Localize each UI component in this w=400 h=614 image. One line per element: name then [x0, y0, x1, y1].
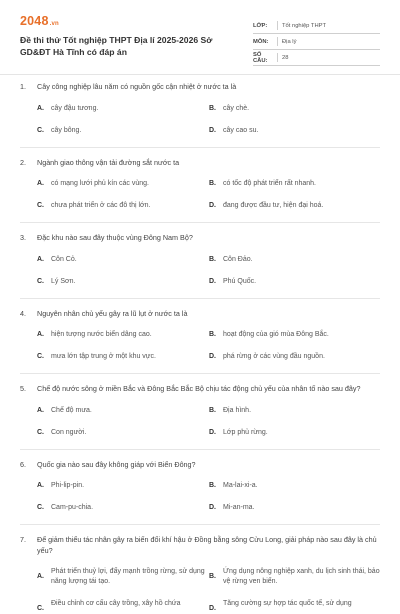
- meta-subject-row: [253, 34, 380, 50]
- option-text: Tăng cường sự hợp tác quốc tế, sử dụng: [223, 600, 352, 607]
- question-divider: [20, 222, 380, 223]
- option-letter: C.: [37, 605, 44, 612]
- option-letter: B.: [209, 406, 216, 414]
- answer-options: [20, 406, 380, 438]
- option-letter: D.: [209, 202, 216, 209]
- option-c[interactable]: [37, 599, 209, 612]
- option-text: Côn Cỏ.: [51, 255, 77, 263]
- option-letter: A.: [37, 104, 44, 112]
- question-number: 1.: [20, 82, 26, 91]
- meta-key: SỐ CÂU:: [253, 51, 268, 64]
- option-text: Ma-lai-xi-a.: [223, 482, 258, 489]
- question-divider: [20, 524, 380, 525]
- logo-suffix: .vn: [49, 21, 59, 27]
- option-letter: D.: [209, 605, 216, 612]
- question-stem: Để giảm thiểu tác nhân gây ra biến đổi khí hậu ở Đồng bằng sông Cửu Long, giải pháp nào sau đây là chủ yếu?: [37, 535, 377, 555]
- option-text: Côn Đảo.: [223, 255, 253, 263]
- option-text: Mi-an-ma.: [223, 504, 255, 511]
- option-letter: B.: [209, 104, 216, 112]
- answer-options: [20, 481, 380, 513]
- option-d[interactable]: [209, 428, 381, 438]
- option-text: phá rừng ở các vùng đầu nguồn.: [223, 353, 325, 360]
- option-letter: A.: [37, 406, 44, 414]
- option-b[interactable]: [209, 330, 381, 340]
- option-text: Điều chỉnh cơ cấu cây trồng, xây hồ chứa: [51, 600, 181, 607]
- exam-header: [20, 14, 380, 64]
- option-text: hiện tượng nước biển dâng cao.: [51, 331, 152, 338]
- option-text: đang được đầu tư, hiện đại hoá.: [223, 202, 324, 209]
- meta-class-row: [253, 18, 380, 34]
- option-letter: D.: [209, 428, 216, 436]
- option-a[interactable]: [37, 567, 209, 587]
- option-letter: B.: [209, 482, 216, 489]
- answer-options: [20, 255, 380, 287]
- site-logo[interactable]: [20, 14, 59, 28]
- question-number: 6.: [20, 459, 26, 469]
- question-stem: Nguyên nhân chủ yếu gây ra lũ lụt ở nước ta là: [37, 308, 188, 318]
- meta-value: Tốt nghiệp THPT: [282, 22, 327, 29]
- question-number: 5.: [20, 384, 26, 393]
- option-b[interactable]: [209, 567, 381, 587]
- option-text: Lý Sơn.: [51, 277, 76, 285]
- question-list: [20, 82, 380, 612]
- option-d[interactable]: [209, 352, 381, 362]
- option-b[interactable]: [209, 255, 381, 265]
- option-text: Chế độ mưa.: [51, 406, 92, 414]
- option-letter: B.: [209, 180, 216, 187]
- question-text: [20, 309, 380, 320]
- question-text: [20, 460, 380, 471]
- option-letter: C.: [37, 428, 44, 436]
- question-number: 2.: [20, 157, 26, 167]
- option-text: hoạt động của gió mùa Đông Bắc.: [223, 331, 329, 338]
- option-text: Phú Quốc.: [223, 277, 257, 285]
- option-text: cây cao su.: [223, 126, 259, 134]
- option-text: mưa lớn tập trung ở một khu vực.: [51, 353, 156, 360]
- option-d[interactable]: [209, 277, 381, 287]
- option-c[interactable]: [37, 126, 209, 136]
- question-number: 4.: [20, 308, 26, 318]
- option-c[interactable]: [37, 277, 209, 287]
- option-d[interactable]: [209, 503, 381, 513]
- question-number: 3.: [20, 233, 26, 242]
- meta-value: Địa lý: [282, 38, 297, 45]
- option-b[interactable]: [209, 406, 381, 416]
- option-letter: A.: [37, 331, 44, 338]
- option-b[interactable]: [209, 481, 381, 491]
- option-text: có tốc độ phát triển rất nhanh.: [223, 180, 317, 187]
- question-text: [20, 535, 380, 556]
- option-a[interactable]: [37, 179, 209, 189]
- option-text: cây đậu tương.: [51, 104, 99, 112]
- option-text: cây chè.: [223, 104, 250, 112]
- question-text: [20, 233, 380, 244]
- question-divider: [20, 298, 380, 299]
- option-letter: A.: [37, 482, 44, 489]
- option-text: Phi-lip-pin.: [51, 482, 85, 489]
- question-stem: Quốc gia nào sau đây không giáp với Biển Đông?: [37, 459, 196, 469]
- option-a[interactable]: [37, 406, 209, 416]
- question-2: [20, 158, 380, 212]
- question-6: [20, 460, 380, 514]
- option-a[interactable]: [37, 255, 209, 265]
- option-letter: D.: [209, 277, 216, 285]
- option-text: chưa phát triển ở các đô thị lớn.: [51, 202, 151, 209]
- option-c[interactable]: [37, 352, 209, 362]
- answer-options: [20, 330, 380, 362]
- option-letter: D.: [209, 504, 216, 511]
- meta-value: 28: [282, 54, 289, 61]
- question-stem: Ngành giao thông vận tải đường sắt nước ta: [37, 157, 180, 167]
- option-letter: B.: [209, 255, 216, 263]
- question-3: [20, 233, 380, 287]
- option-d[interactable]: [209, 599, 381, 612]
- question-4: [20, 309, 380, 363]
- option-letter: D.: [209, 353, 216, 360]
- answer-options: [20, 179, 380, 211]
- option-letter: B.: [209, 331, 216, 338]
- question-7: [20, 535, 380, 612]
- option-text: Địa hình.: [223, 406, 252, 414]
- option-a[interactable]: [37, 104, 209, 114]
- meta-key: MÔN:: [253, 38, 269, 45]
- question-stem: Đặc khu nào sau đây thuộc vùng Đông Nam Bộ?: [37, 233, 193, 242]
- option-c[interactable]: [37, 503, 209, 513]
- question-number: 7.: [20, 535, 26, 544]
- meta-count-row: [253, 50, 380, 66]
- option-c[interactable]: [37, 201, 209, 211]
- meta-key: LỚP:: [253, 22, 268, 29]
- option-letter: C.: [37, 202, 44, 209]
- option-letter: D.: [209, 126, 216, 134]
- option-text: Phát triển thuỷ lợi, đẩy mạnh trồng rừng, sử dụng năng lượng tái tạo.: [51, 568, 205, 585]
- option-d[interactable]: [209, 126, 381, 136]
- exam-meta: [253, 18, 380, 66]
- option-text: Ứng dụng nông nghiệp xanh, du lịch sinh thái, bảo vệ rừng ven biển.: [223, 568, 380, 585]
- question-stem: Cây công nghiệp lâu năm có nguồn gốc cận nhiệt ở nước ta là: [37, 82, 237, 91]
- option-letter: C.: [37, 353, 44, 360]
- option-d[interactable]: [209, 201, 381, 211]
- option-letter: A.: [37, 180, 44, 187]
- question-stem: Chế độ nước sông ở miền Bắc và Đông Bắc Bắc Bộ chịu tác động chủ yếu của nhân tố nào sau đây?: [37, 384, 361, 393]
- option-text: Con người.: [51, 428, 87, 436]
- header-divider: [0, 74, 400, 75]
- option-text: Lớp phủ rừng.: [223, 428, 268, 436]
- question-divider: [20, 449, 380, 450]
- question-text: [20, 384, 380, 395]
- option-b[interactable]: [209, 179, 381, 189]
- answer-options: [20, 104, 380, 136]
- option-letter: C.: [37, 504, 44, 511]
- option-text: Cam-pu-chia.: [51, 504, 94, 511]
- logo-text: 2048: [20, 14, 49, 28]
- question-divider: [20, 147, 380, 148]
- option-a[interactable]: [37, 481, 209, 491]
- question-text: [20, 82, 380, 93]
- question-1: [20, 82, 380, 136]
- option-c[interactable]: [37, 428, 209, 438]
- option-text: có mạng lưới phủ kín các vùng.: [51, 180, 149, 187]
- option-letter: C.: [37, 277, 44, 285]
- question-text: [20, 158, 380, 169]
- question-divider: [20, 373, 380, 374]
- answer-options: [20, 567, 380, 612]
- option-b[interactable]: [209, 104, 381, 114]
- option-letter: B.: [209, 573, 216, 580]
- option-letter: A.: [37, 255, 44, 263]
- question-5: [20, 384, 380, 438]
- option-letter: C.: [37, 126, 44, 134]
- exam-title: Đề thi thử Tốt nghiệp THPT Địa lí 2025-2026 Sở GD&ĐT Hà Tĩnh có đáp án: [20, 35, 213, 57]
- option-letter: A.: [37, 573, 44, 580]
- option-a[interactable]: [37, 330, 209, 340]
- option-text: cây bông.: [51, 126, 82, 134]
